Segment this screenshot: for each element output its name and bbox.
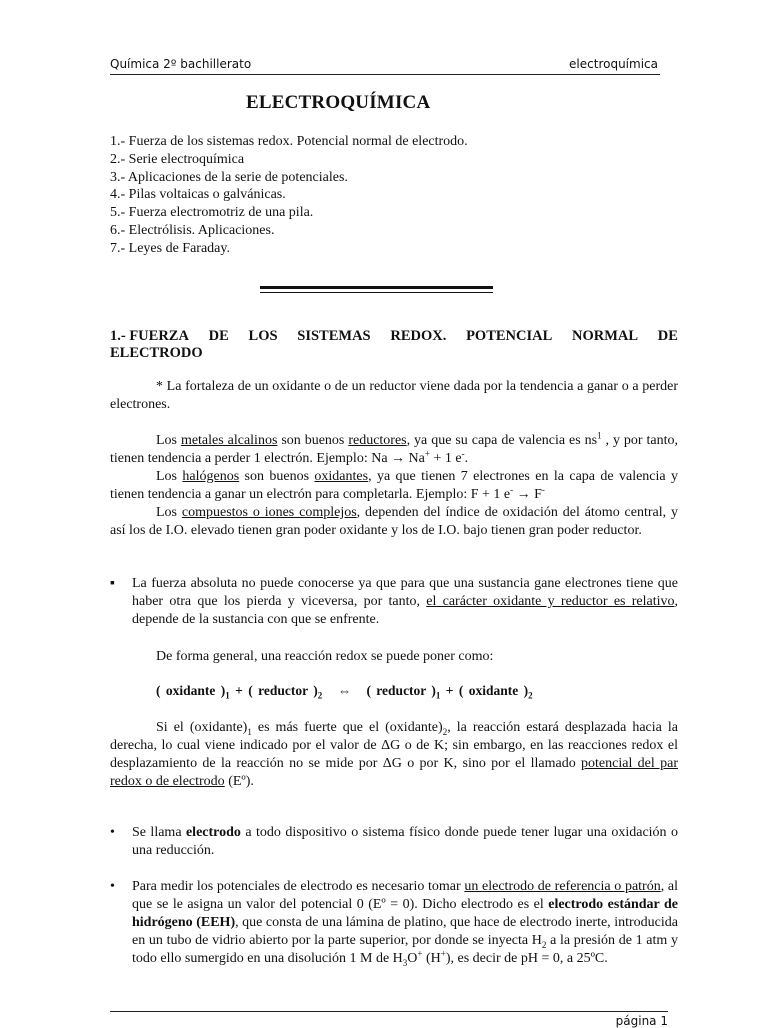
paragraph-si-oxidante: Si el $(oxidante)_1$ es más fuerte que el $(oxidante)_2$, la reacción estará desplazada hacia la derecha, lo cual viene indicado por el valor de ΔG o de K; sin embargo, en las reacciones redox el desplazamiento de la reacción no se mide por ΔG o por K, sino por el llamado potencial del par redox o de electrodo (Eº). xyxy=(110,720,678,789)
footer-rule xyxy=(110,1011,668,1012)
section-title-word: POTENCIAL xyxy=(466,328,553,344)
section-title xyxy=(110,328,678,362)
term-metales-alcalinos: metales alcalinos xyxy=(180,433,278,448)
toc-item: 4.- Pilas voltaicas o galvánicas. xyxy=(110,187,286,203)
toc-item: 3.- Aplicaciones de la serie de potenciales. xyxy=(110,169,348,185)
table-of-contents xyxy=(110,133,468,258)
paragraph-forma-general: De forma general, una reacción redox se puede poner como: xyxy=(156,649,494,664)
term-oxidantes: oxidantes xyxy=(314,469,369,484)
page-number: página 1 xyxy=(615,1014,668,1028)
term-eeh: electrodo estándar de hidrógeno (EEH) xyxy=(132,897,678,930)
paragraph-compuestos: Los compuestos o iones complejos, dependen del índice de oxidación del átomo central, y así los de I.O. elevado tienen gran poder oxidante y los de I.O. bajo tienen gran poder reductor. xyxy=(110,505,679,538)
section-title-word: LOS xyxy=(248,328,278,344)
toc-item: 2.- Serie electroquímica xyxy=(110,151,245,167)
term-halogenos: halógenos xyxy=(182,469,240,484)
term-reductores: reductores xyxy=(348,433,407,448)
bullet-fuerza-absoluta: ▪ La fuerza absoluta no puede conocerse ya que para que una sustancia gane electrones tiene que haber otra que los pierda y viceversa, por tanto, el carácter oxidante y reductor es relativo, depende de la sustancia con que se enfrente. xyxy=(110,576,678,627)
section-title-line2: ELECTRODO xyxy=(110,345,203,361)
bullet-electrodo: • Se llama electrodo a todo dispositivo o sistema físico donde puede tener lugar una oxidación o una reducción. xyxy=(110,825,678,858)
section-title-word: NORMAL xyxy=(572,328,639,344)
equilibrium-arrow-icon: ⇔ xyxy=(337,683,352,698)
section-title-word: DE xyxy=(657,328,678,344)
toc-item: 6.- Electrólisis. Aplicaciones. xyxy=(110,222,275,238)
section-title-word: SISTEMAS xyxy=(297,328,371,344)
page-title: ELECTROQUÍMICA xyxy=(246,92,431,113)
paragraph-metales: Los metales alcalinos son buenos reductores, ya que su capa de valencia es $ns^1$ , y por tanto, tienen tendencia a perder 1 electrón. Ejemplo: Na → Na+ + 1 e-. xyxy=(110,430,678,466)
section-title-word: REDOX. xyxy=(390,328,447,344)
page-header xyxy=(110,57,660,75)
term-electrodo-referencia: un electrodo de referencia o patrón xyxy=(464,879,661,894)
round-bullet-icon: • xyxy=(110,825,115,840)
term-electrodo: electrodo xyxy=(185,825,241,840)
redox-equation: ( oxidante )$_1$ + ( reductor )$_2$ ⇔ ( reductor )$_1$ + ( oxidante )$_2$ xyxy=(156,683,533,701)
section-title-word: DE xyxy=(208,328,229,344)
term-potencial-par-redox: potencial del par redox o de electrodo xyxy=(110,756,678,789)
section-title-word: 1.- FUERZA xyxy=(110,328,189,344)
paragraph-halogenos: Los halógenos son buenos oxidantes, ya que tienen 7 electrones en la capa de valencia y tienen tendencia a ganar un electrón para completarla. Ejemplo: F + 1 e- → F- xyxy=(110,469,678,502)
section-divider xyxy=(260,286,493,293)
term-compuestos: compuestos o iones complejos xyxy=(181,505,357,520)
header-topic: electroquímica xyxy=(569,57,658,71)
square-bullet-icon: ▪ xyxy=(110,576,115,591)
toc-item: 1.- Fuerza de los sistemas redox. Potencial normal de electrodo. xyxy=(110,134,468,149)
toc-item: 7.- Leyes de Faraday. xyxy=(110,240,230,256)
toc-item: 5.- Fuerza electromotriz de una pila. xyxy=(110,205,314,221)
term-caracter-relativo: el carácter oxidante y reductor es relativo xyxy=(426,594,675,609)
header-course: Química 2º bachillerato xyxy=(110,57,252,71)
paragraph-fortaleza: * La fortaleza de un oxidante o de un reductor viene dada por la tendencia a ganar o a perder electrones. xyxy=(110,379,678,412)
bullet-potenciales: • Para medir los potenciales de electrodo es necesario tomar un electrodo de referencia o patrón, al que se le asigna un valor del potencial 0 (Eº = 0). Dicho electrodo es el electrodo estándar de hidrógeno (EEH), que consta de una lámina de platino, que hace de electrodo inerte, introducida en un tubo de vidrio abierto por la parte superior, por donde se inyecta $H_2$ a la presión de 1 atm y todo ello sumergido en una disolución 1 M de $H_3O^+$ (H+), es decir de pH = 0, a 25ºC. xyxy=(110,879,679,968)
round-bullet-icon: • xyxy=(110,879,115,894)
